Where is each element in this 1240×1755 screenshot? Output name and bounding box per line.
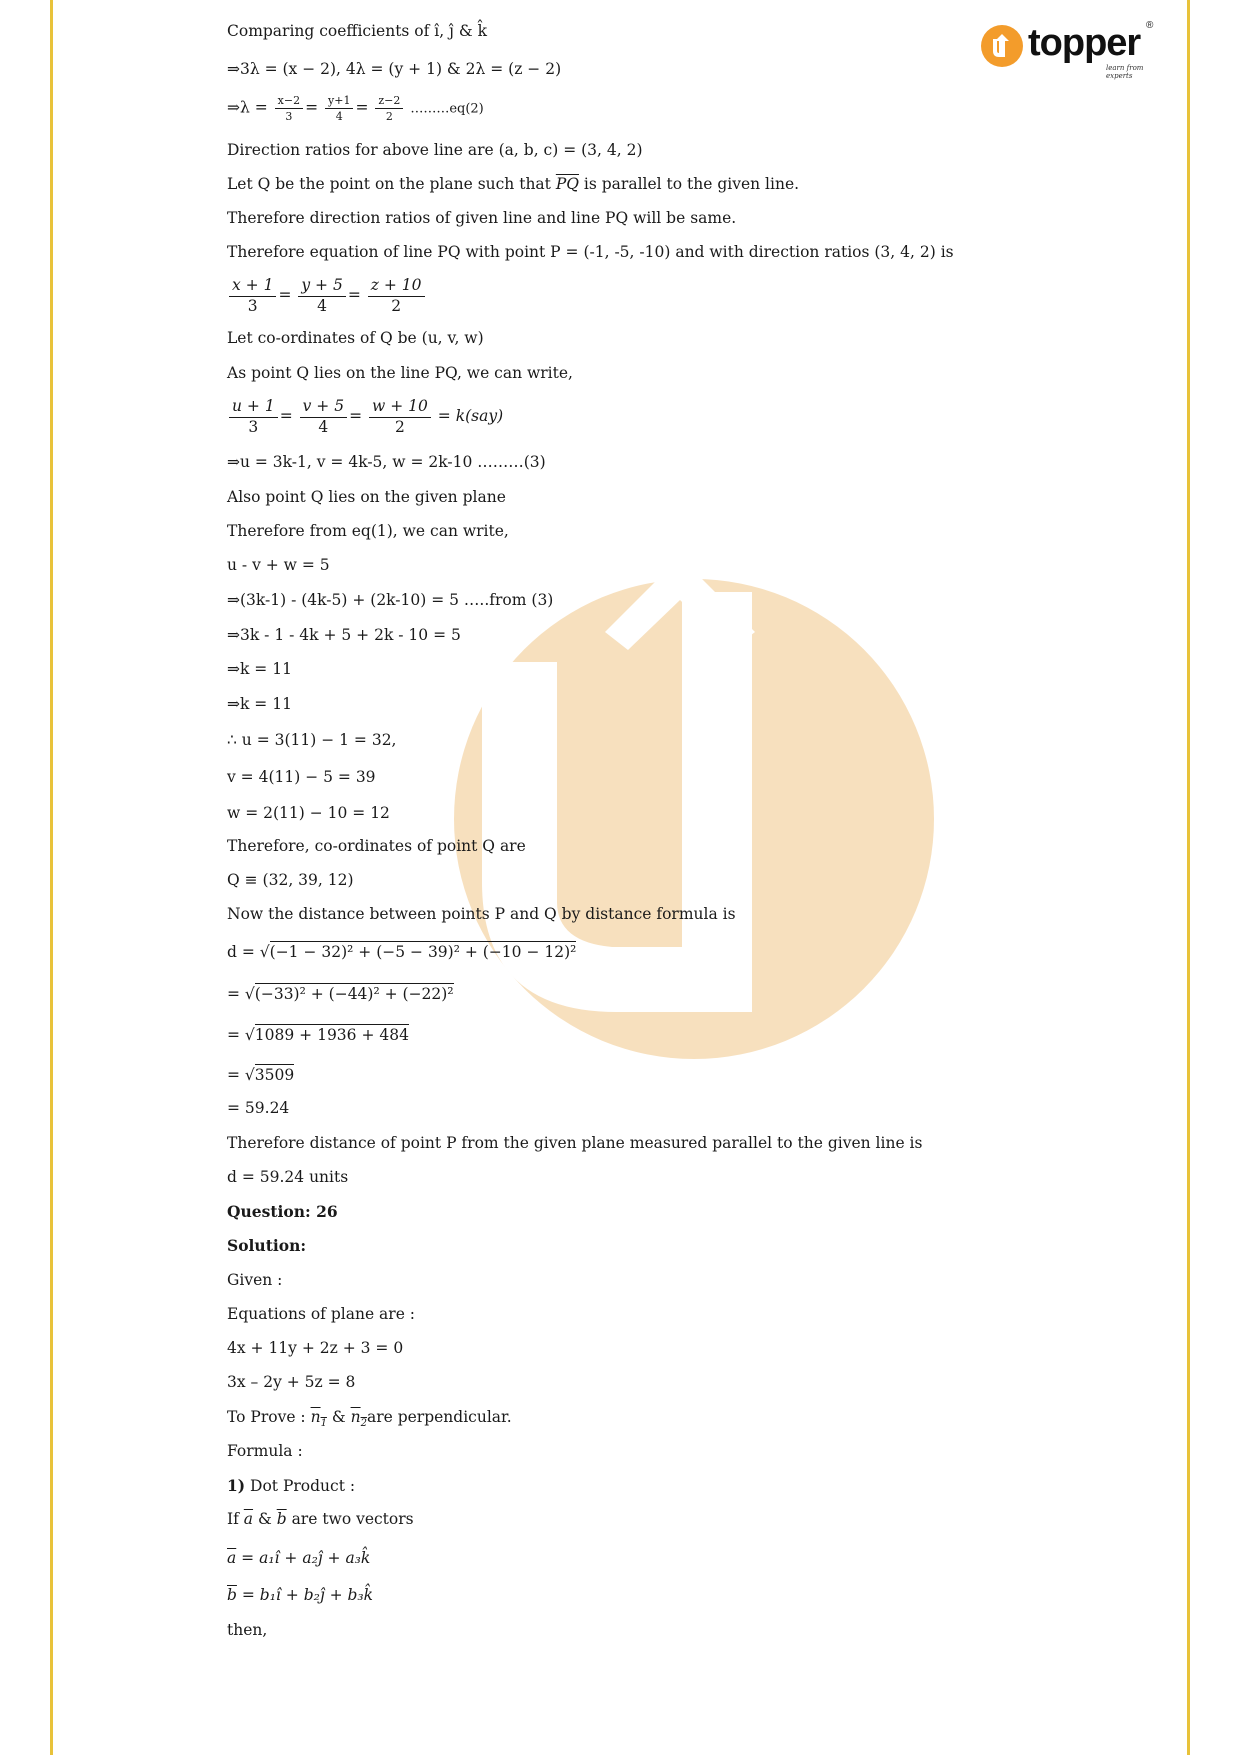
text-line: Let co-ordinates of Q be (u, v, w) — [227, 329, 484, 347]
equation-line — [227, 1551, 370, 1567]
text-line: Direction ratios for above line are (a, b, c) = (3, 4, 2) — [227, 141, 643, 159]
text-line: As point Q lies on the line PQ, we can write, — [227, 364, 573, 382]
sqrt-radicand: (−1 − 32)² + (−5 − 39)² + (−10 − 12)² — [269, 943, 577, 961]
fraction — [229, 399, 278, 435]
text-segment: are two vectors — [286, 1510, 414, 1528]
sqrt-prefix: = √ — [227, 985, 255, 1003]
fraction — [368, 278, 425, 314]
fraction — [369, 399, 431, 435]
text-segment: Dot Product : — [245, 1477, 356, 1495]
fraction-denominator: 4 — [317, 296, 328, 315]
page-border-right — [1187, 0, 1190, 1755]
text-segment: & — [326, 1408, 351, 1426]
vector-expansion: = a₁î + a₂ĵ + a₃k̂ — [236, 1549, 371, 1567]
fraction — [375, 95, 403, 122]
fraction-numerator: z + 10 — [368, 278, 425, 297]
text-segment: Let Q be the point on the plane such that — [227, 175, 556, 193]
text-line: Equations of plane are : — [227, 1305, 416, 1323]
brand-tagline: learn from experts — [1106, 64, 1144, 80]
text-line: Also point Q lies on the given plane — [227, 488, 506, 506]
text-line: Therefore, co-ordinates of point Q are — [227, 837, 526, 855]
text-line: Now the distance between points P and Q by distance formula is — [227, 905, 736, 923]
fraction — [275, 95, 303, 122]
equation-line: v = 4(11) − 5 = 39 — [227, 768, 376, 786]
brand-logo[interactable] — [980, 18, 1160, 78]
brand-registered: ® — [1146, 20, 1154, 31]
text-line: then, — [227, 1621, 268, 1639]
fraction-numerator: z−2 — [375, 95, 403, 109]
fraction-denominator: 3 — [247, 296, 258, 315]
solution-heading: Solution: — [227, 1236, 307, 1255]
equation-line: ⇒3λ = (x − 2), 4λ = (y + 1) & 2λ = (z − 2) — [227, 60, 562, 78]
fraction-denominator: 3 — [248, 417, 259, 436]
equation-line: Q ≡ (32, 39, 12) — [227, 871, 354, 889]
fraction-denominator: 2 — [385, 110, 393, 123]
page-border-left — [50, 0, 53, 1755]
vector-symbol: n — [310, 1408, 321, 1426]
vector-a: $\overline{a}$ — [227, 1549, 237, 1567]
fraction-numerator: w + 10 — [369, 399, 431, 418]
text-line — [227, 1512, 414, 1528]
vector-subscript: 1 — [320, 1418, 327, 1430]
text-line: ⇒(3k-1) - (4k-5) + (2k-10) = 5 …..from (3) — [227, 591, 554, 609]
vector-b: $\overline{b}$ — [227, 1586, 237, 1604]
equation-line — [227, 945, 576, 961]
equation-line: 3x – 2y + 5z = 8 — [227, 1373, 356, 1391]
sqrt-prefix: = √ — [227, 1066, 255, 1084]
equation-line: = 59.24 — [227, 1099, 290, 1117]
text-line: ⇒k = 11 — [227, 660, 292, 678]
fraction-denominator: 2 — [394, 417, 405, 436]
text-segment: If — [227, 1510, 244, 1528]
vector-expansion: = b₁î + b₂ĵ + b₃k̂ — [236, 1586, 374, 1604]
fraction-numerator: x + 1 — [229, 278, 276, 297]
equation-line: ⇒k = 11 — [227, 695, 292, 713]
equation-line — [227, 1068, 294, 1084]
fraction-denominator: 4 — [335, 110, 343, 123]
sqrt-radicand: 1089 + 1936 + 484 — [254, 1026, 409, 1044]
fraction-denominator: 2 — [391, 296, 402, 315]
text-line: d = 59.24 units — [227, 1168, 349, 1186]
sqrt-prefix: = √ — [227, 1026, 255, 1044]
text-line — [227, 1478, 355, 1495]
text-line: Therefore equation of line PQ with point P = (-1, -5, -10) and with direction ratios (3, 4, 2) is — [227, 243, 954, 261]
text-line: Therefore from eq(1), we can write, — [227, 522, 509, 540]
equation-line: ∴ u = 3(11) − 1 = 32, — [227, 731, 397, 749]
equation-line: ⇒λ = $\frac{x-2}{3}$ = $\frac{y+1}{4}$ = $\frac{z-2}{2}$ ………eq(2) — [227, 94, 484, 123]
text-line: ⇒u = 3k-1, v = 4k-5, w = 2k-10 ………(3) — [227, 453, 546, 471]
fraction — [298, 278, 345, 314]
vector-a: $\overline{a}$ — [243, 1510, 254, 1528]
text-segment: & — [253, 1510, 277, 1528]
vector-n1 — [310, 1408, 327, 1430]
fraction-numerator: x−2 — [275, 95, 303, 109]
vector-subscript: 2 — [360, 1418, 367, 1430]
text-line: Therefore direction ratios of given line and line PQ will be same. — [227, 209, 737, 227]
eq-label: ………eq(2) — [410, 101, 484, 117]
equation-line — [227, 987, 454, 1003]
fraction — [300, 399, 347, 435]
text-line: Given : — [227, 1271, 283, 1289]
vector-symbol: n — [350, 1408, 361, 1426]
equation-line: $\frac{u + 1}{3}$ = $\frac{v + 5}{4}$ = $\frac{w + 10}{2}$ = k(say) — [227, 399, 503, 435]
text-line: u - v + w = 5 — [227, 556, 330, 574]
eq-prefix: ⇒λ = — [227, 98, 268, 117]
question-heading: Question: 26 — [227, 1202, 338, 1221]
text-segment: To Prove : — [227, 1408, 311, 1426]
fraction-numerator: v + 5 — [300, 399, 347, 418]
fraction-numerator: u + 1 — [229, 399, 278, 418]
fraction-numerator: y+1 — [325, 95, 353, 109]
sqrt-prefix: d = √ — [227, 943, 270, 961]
text-line: Formula : — [227, 1442, 303, 1460]
watermark-u-arrow-icon — [452, 482, 937, 1157]
equation-line — [227, 1588, 373, 1604]
fraction-denominator: 4 — [318, 417, 329, 436]
text-segment: are perpendicular. — [366, 1408, 512, 1426]
text-line — [227, 1410, 512, 1429]
text-segment: is parallel to the given line. — [578, 175, 800, 193]
vector-b: $\overline{b}$ — [276, 1510, 287, 1528]
text-line: ⇒3k - 1 - 4k + 5 + 2k - 10 = 5 — [227, 626, 461, 644]
sqrt-radicand: 3509 — [254, 1066, 295, 1084]
equation-line: $\frac{x + 1}{3}$ = $\frac{y + 5}{4}$ = $\frac{z + 10}{2}$ — [227, 278, 427, 314]
text-line: Comparing coefficients of î, ĵ & k̂ — [227, 22, 487, 40]
fraction-numerator: y + 5 — [298, 278, 345, 297]
fraction-denominator: 3 — [285, 110, 293, 123]
list-number: 1) — [227, 1476, 246, 1495]
text-line: Therefore distance of point P from the given plane measured parallel to the given line is — [227, 1134, 923, 1152]
brand-name: topper — [1028, 22, 1141, 64]
equation-line — [227, 1028, 409, 1044]
fraction — [229, 278, 276, 314]
vector-n2 — [350, 1408, 367, 1430]
vector-pq: $\overline{PQ}$ — [555, 175, 579, 193]
eq-suffix: = k(say) — [437, 407, 504, 425]
brand-logo-icon — [980, 24, 1024, 68]
fraction — [325, 95, 353, 122]
equation-line: 4x + 11y + 2z + 3 = 0 — [227, 1339, 404, 1357]
text-line — [227, 177, 799, 193]
equation-line: w = 2(11) − 10 = 12 — [227, 804, 390, 822]
sqrt-radicand: (−33)² + (−44)² + (−22)² — [254, 985, 454, 1003]
